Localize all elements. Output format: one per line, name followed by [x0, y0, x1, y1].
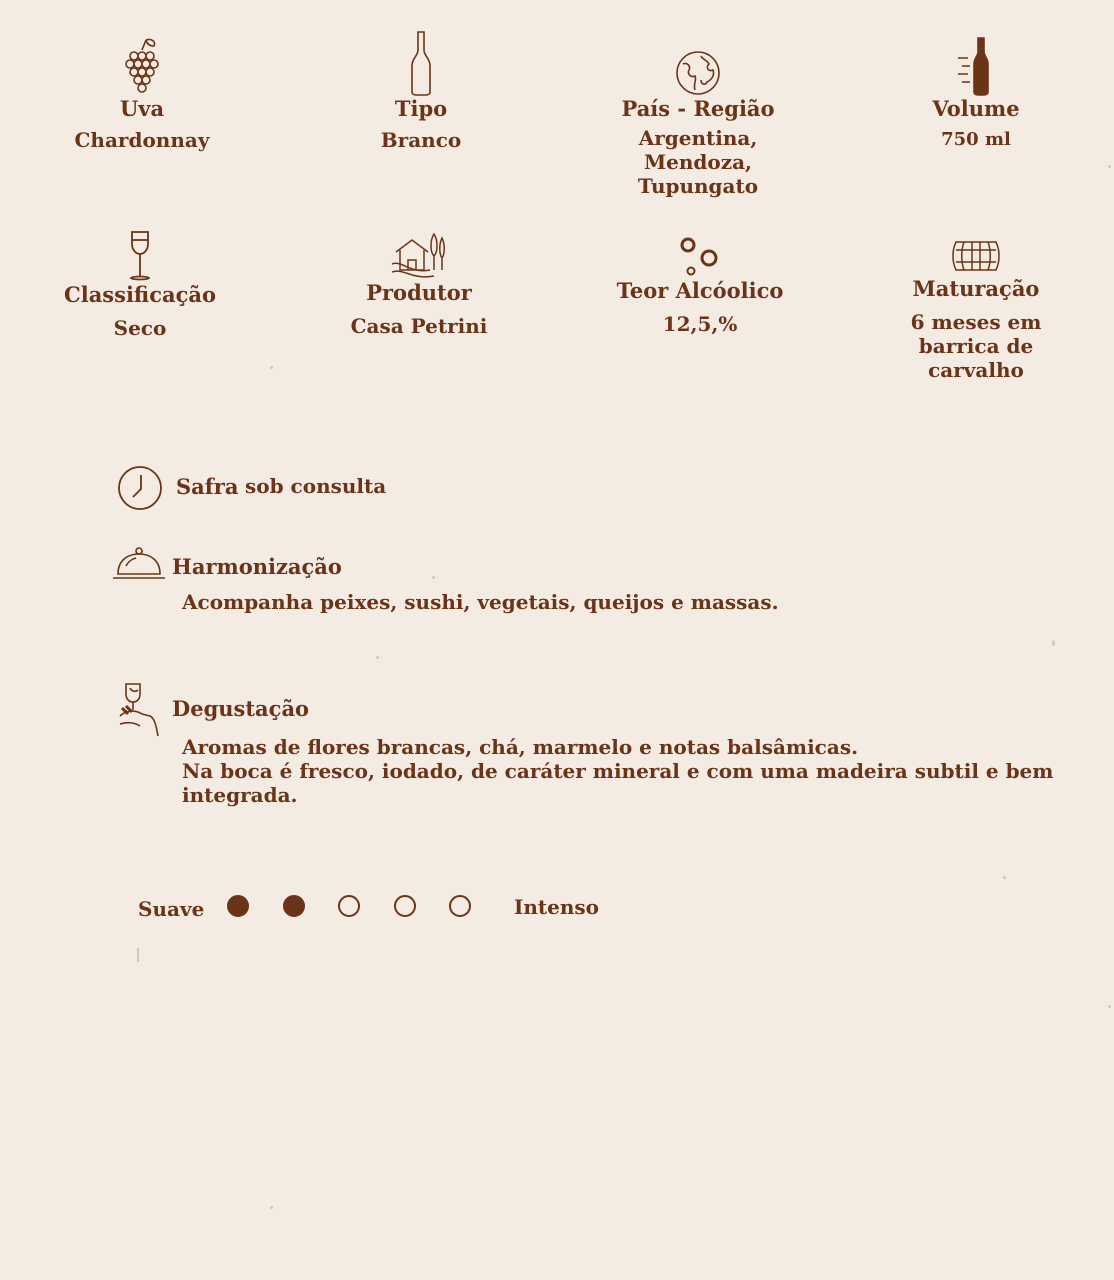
safra-value: sob consulta: [245, 474, 387, 498]
spec-value: 12,5,%: [662, 312, 738, 336]
spec-produtor: [289, 230, 549, 338]
intensity-dot: [449, 895, 471, 917]
spec-value: Casa Petrini: [350, 314, 488, 338]
intensity-dot: [394, 895, 416, 917]
spec-value: 6 meses em barrica de carvalho: [910, 310, 1042, 382]
spec-value: Branco: [380, 128, 462, 152]
spec-uva: [12, 36, 272, 152]
intensity-dot: [227, 895, 249, 917]
spec-label: Volume: [932, 96, 1020, 121]
barrel-icon: [950, 236, 1002, 276]
spec-classificacao: [10, 230, 270, 340]
clock-icon: [117, 465, 163, 511]
cloche-icon: [112, 546, 166, 582]
spec-maturacao: [846, 236, 1106, 382]
grapes-icon: [120, 36, 164, 96]
spec-label: Teor Alcóolico: [616, 278, 784, 303]
harmonizacao-label: Harmonização: [172, 554, 342, 579]
spec-label: Classificação: [64, 282, 216, 307]
intensity-min-label: Suave: [138, 897, 205, 921]
wine-glass-icon: [127, 230, 153, 282]
globe-icon: [675, 50, 721, 96]
spec-tipo: [291, 30, 551, 152]
spec-pais-regiao: [568, 50, 828, 198]
intensity-dot: [283, 895, 305, 917]
spec-value: 750 ml: [941, 129, 1011, 150]
spec-teor-alcoolico: [570, 236, 830, 336]
tasting-hand-icon: [116, 680, 162, 740]
spec-value: Chardonnay: [74, 128, 210, 152]
harmonizacao-text: Acompanha peixes, sushi, vegetais, queijos e massas.: [182, 590, 779, 614]
degustacao-label: Degustação: [172, 696, 310, 721]
bubbles-icon: [678, 236, 722, 278]
spec-label: País - Região: [621, 96, 775, 121]
spec-label: Uva: [119, 96, 165, 121]
safra-label: Safra: [176, 474, 239, 499]
spec-value: Argentina, Mendoza, Tupungato: [637, 126, 759, 198]
spec-label: Maturação: [912, 276, 1040, 301]
spec-label: Tipo: [394, 96, 448, 121]
intensity-max-label: Intenso: [514, 895, 599, 919]
spec-label: Produtor: [366, 280, 472, 305]
spec-value: Seco: [113, 316, 167, 340]
intensity-dot: [338, 895, 360, 917]
wine-bottle-icon: [409, 30, 433, 96]
degustacao-line-2: Na boca é fresco, iodado, de caráter mineral e com uma madeira subtil e bem integrada.: [182, 759, 1054, 807]
degustacao-line-1: Aromas de flores brancas, chá, marmelo e notas balsâmicas.: [182, 735, 859, 759]
winery-icon: [390, 230, 448, 280]
bottle-volume-icon: [954, 36, 998, 96]
spec-volume: [846, 36, 1106, 152]
